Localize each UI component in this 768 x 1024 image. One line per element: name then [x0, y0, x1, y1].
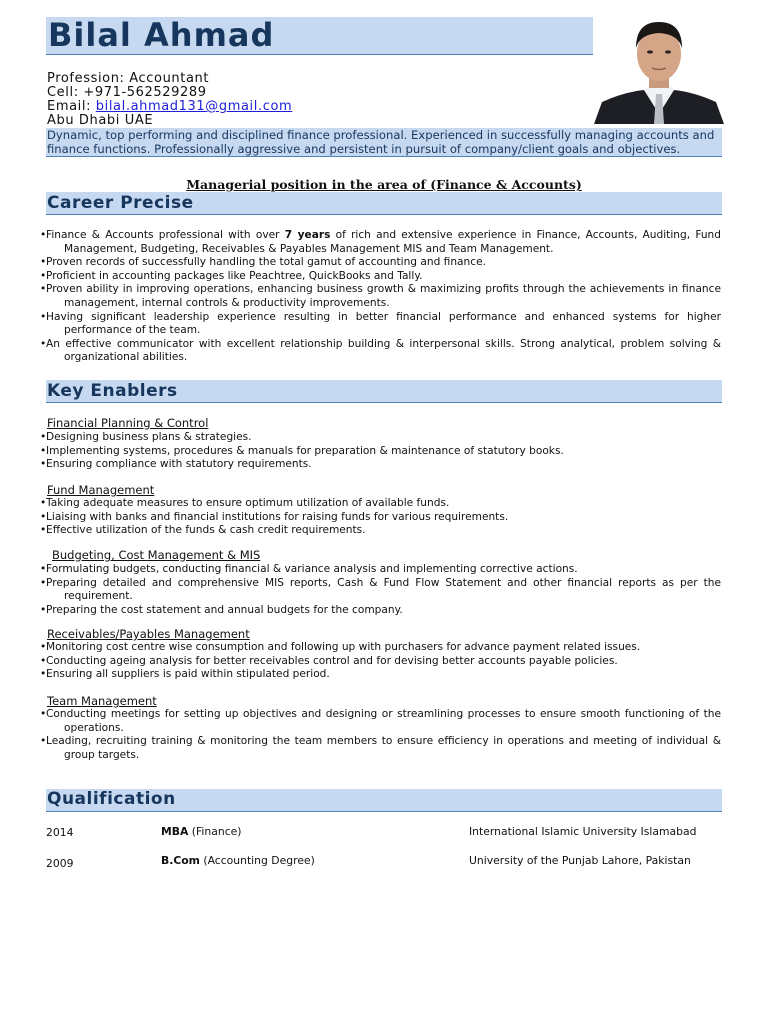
list-item: •Liaising with banks and financial institutions for raising funds for various requirements. [40, 510, 509, 523]
list-item: •Leading, recruiting training & monitoring the team members to ensure efficiency in operations and meeting of individual & group targets. [40, 735, 721, 761]
financial-planning-list [40, 431, 721, 472]
qualification-year: 2009 [46, 857, 74, 870]
list-item: •Effective utilization of the funds & cash credit requirements. [40, 524, 366, 537]
list-item: •Finance & Accounts professional with over 7 years of rich and extensive experience in Finance, Accounts, Auditing, Fund Management, Budgeting, Receivables & Payables Management MIS and Team Management. [40, 229, 721, 255]
subheading-financial-planning: Financial Planning & Control [47, 416, 209, 430]
list-item: •Monitoring cost centre wise consumption and following up with purchasers for advance payment related issues. [40, 641, 641, 653]
cell-phone: Cell: +971-562529289 [47, 85, 207, 100]
qualification-institute: University of the Punjab Lahore, Pakistan [469, 854, 691, 867]
list-item: •Preparing detailed and comprehensive MIS reports, Cash & Fund Flow Statement and other financial reports as per the requirement. [40, 576, 721, 603]
list-item: •Proven ability in improving operations, enhancing business growth & maximizing profits through the achievements in finance management, internal controls & productivity improvements. [40, 283, 721, 309]
list-item: •Preparing the cost statement and annual budgets for the company. [40, 603, 403, 616]
profession: Profession: Accountant [47, 71, 210, 86]
objective-heading: Managerial position in the area of (Finance & Accounts) [186, 177, 582, 192]
list-item: •Taking adequate measures to ensure optimum utilization of available funds. [40, 497, 450, 509]
budgeting-list [40, 563, 721, 617]
subheading-team-management: Team Management [47, 694, 157, 708]
subheading-fund-management: Fund Management [47, 483, 155, 497]
email-line [47, 100, 292, 114]
list-item: •Conducting ageing analysis for better receivables control and for devising better accounts payable policies. [40, 654, 618, 667]
location: Abu Dhabi UAE [47, 113, 154, 128]
enablers-section-title: Key Enablers [47, 381, 178, 401]
qualification-year: 2014 [46, 826, 74, 839]
email-label: Email: [47, 99, 96, 114]
qualification-institute: International Islamic University Islamabad [469, 825, 697, 838]
candidate-name: Bilal Ahmad [48, 16, 275, 54]
list-item: •Implementing systems, procedures & manuals for preparation & maintenance of statutory books. [40, 444, 564, 457]
list-item: •Designing business plans & strategies. [40, 431, 252, 443]
email-link[interactable]: bilal.ahmad131@gmail.com [95, 99, 293, 114]
team-management-list [40, 708, 721, 762]
list-item: •Having significant leadership experience resulting in better financial performance and enhanced systems for higher performance of the team. [40, 310, 721, 337]
profile-photo [594, 14, 724, 124]
subheading-receivables: Receivables/Payables Management [47, 627, 250, 641]
career-section-title: Career Precise [47, 193, 194, 213]
list-item: •Ensuring all suppliers is paid within stipulated period. [40, 668, 330, 681]
career-list [40, 229, 721, 365]
list-item: •Ensuring compliance with statutory requirements. [40, 458, 312, 471]
professional-summary: Dynamic, top performing and disciplined finance professional. Experienced in successfully managing accounts and finance functions. Professionally aggressive and persistent in pursuit of company/client goals and objectives. [46, 128, 722, 157]
qualification-degree: B.Com (Accounting Degree) [161, 854, 315, 867]
fund-management-list [40, 497, 721, 538]
list-item: •Formulating budgets, conducting financial & variance analysis and implementing corrective actions. [40, 563, 578, 575]
list-item: •Proficient in accounting packages like Peachtree, QuickBooks and Tally. [40, 269, 423, 282]
subheading-budgeting: Budgeting, Cost Management & MIS [52, 548, 261, 562]
qualification-degree: MBA (Finance) [161, 825, 242, 838]
list-item: •Proven records of successfully handling the total gamut of accounting and finance. [40, 256, 486, 269]
list-item: •Conducting meetings for setting up objectives and designing or streamlining processes to ensure smooth functioning of the operations. [40, 708, 721, 734]
list-item: •An effective communicator with excellent relationship building & interpersonal skills. Strong analytical, problem solving & organizational abilities. [40, 337, 721, 364]
qualification-section-title: Qualification [47, 789, 176, 809]
receivables-list [40, 641, 721, 682]
